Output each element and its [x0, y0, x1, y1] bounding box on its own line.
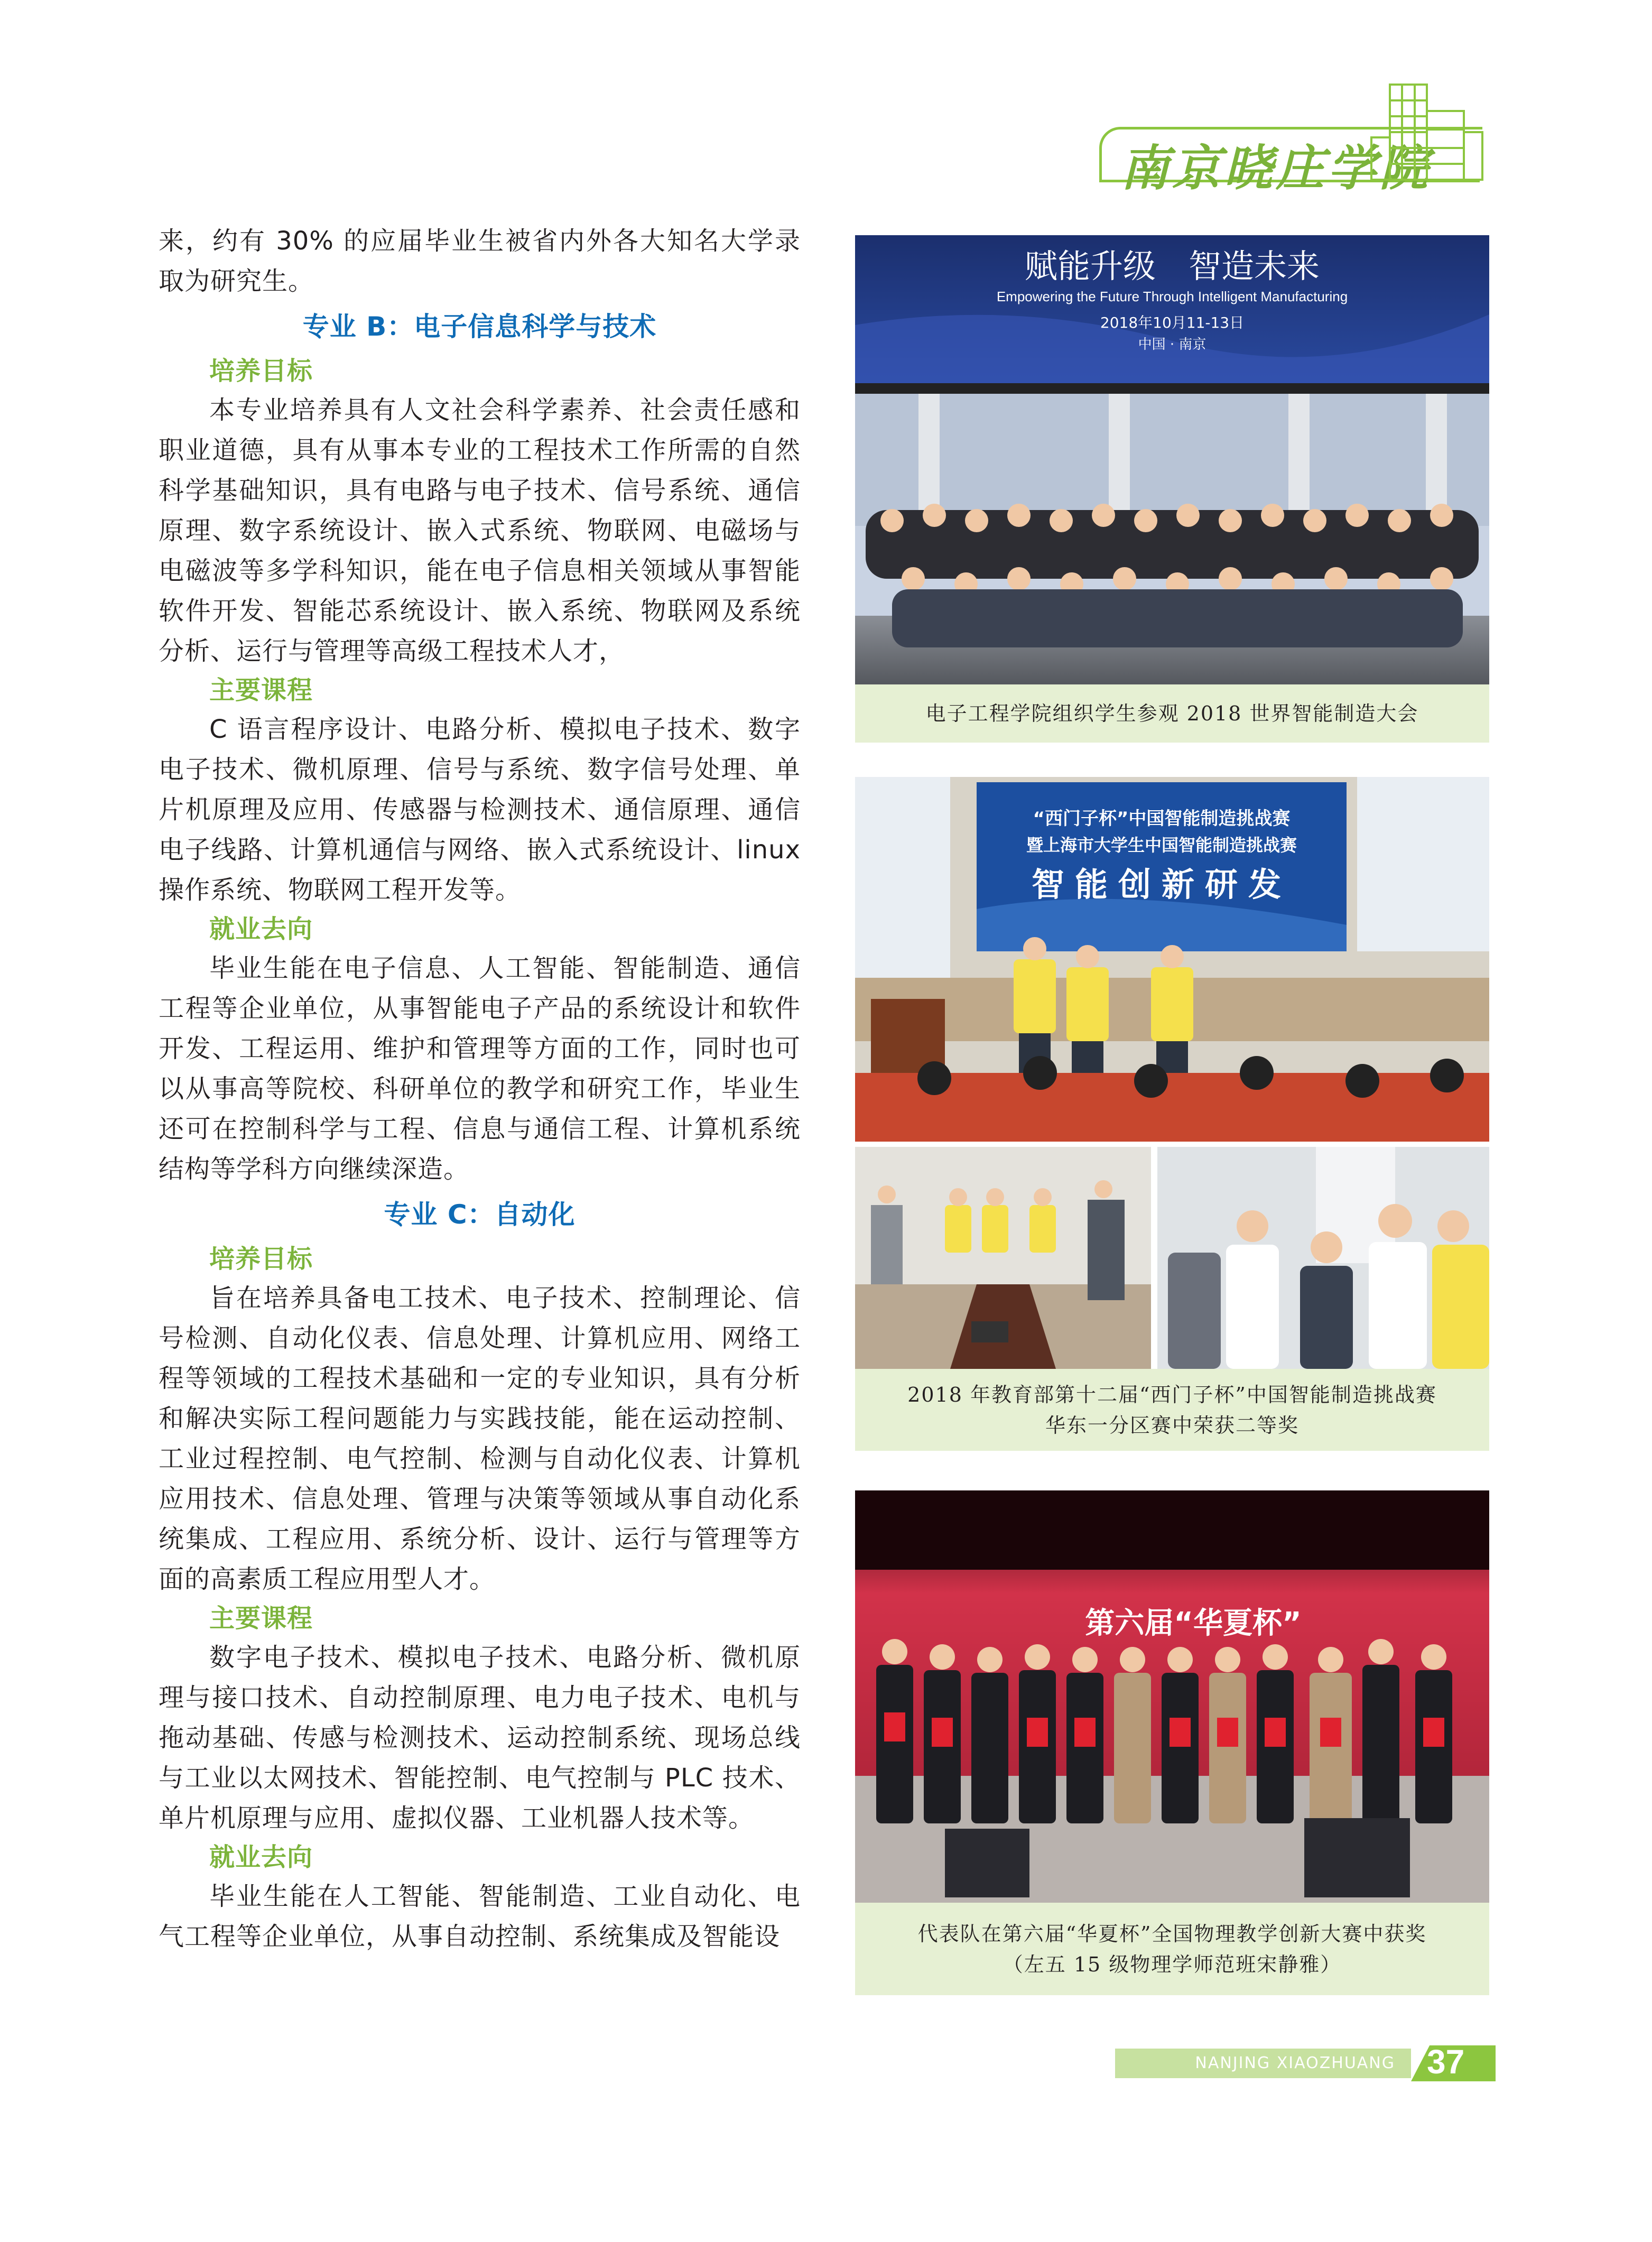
major-b-career-text: 毕业生能在电子信息、人工智能、智能制造、通信工程等企业单位，从事智能电子产品的系统设计和软件开发、工程运用、维护和管理等方面的工作，同时也可以从事高等院校、科研单位的教学和研究工作，毕业生还可在控制科学与工程、信息与通信工程、计算机系统结构等学科方向继续深造。	[159, 953, 801, 1184]
major-c-courses-heading: 主要课程	[209, 1604, 313, 1633]
huaxia-caption-box	[855, 1903, 1489, 1995]
building-icon	[1369, 79, 1485, 182]
expo-photo-caption-box	[855, 684, 1489, 743]
judges-photo	[1157, 1147, 1489, 1369]
major-b-heading: 专业 B：电子信息科学与技术	[302, 311, 657, 342]
siemens-presentation-photo	[855, 777, 1489, 1142]
article-left-column	[159, 221, 801, 1957]
major-b-goal-heading: 培养目标	[209, 356, 313, 386]
major-c-goal-heading: 培养目标	[209, 1244, 313, 1274]
major-c-career-text: 毕业生能在人工智能、智能制造、工业自动化、电气工程等企业单位，从事自动控制、系统集成及智能设	[159, 1882, 801, 1951]
expo-banner-date: 2018年10月11-13日	[1100, 314, 1245, 331]
major-b-courses-heading: 主要课程	[209, 675, 313, 705]
robot-demo-photo	[855, 1147, 1151, 1369]
footer-university-name: NANJING XIAOZHUANG UNIVERSITY	[1115, 2049, 1411, 2078]
header-logo	[1099, 79, 1485, 197]
major-c-career-heading: 就业去向	[209, 1842, 313, 1872]
siemens-screen-line1: “西门子杯”中国智能制造挑战赛	[1033, 808, 1291, 829]
page-footer	[1115, 2043, 1496, 2102]
huaxia-award-photo	[855, 1490, 1489, 1903]
page-number: 37	[1427, 2043, 1465, 2081]
siemens-caption-line1: 2018 年教育部第十二届“西门子杯”中国智能制造挑战赛	[907, 1383, 1437, 1406]
huaxia-caption-line2: （左五 15 级物理学师范班宋静雅）	[1003, 1952, 1342, 1976]
siemens-screen-line2: 暨上海市大学生中国智能制造挑战赛	[1026, 835, 1297, 855]
intro-paragraph: 来，约有 30% 的应届毕业生被省内外各大知名大学录取为研究生。	[159, 226, 801, 296]
major-c-courses-text: 数字电子技术、模拟电子技术、电路分析、微机原理与接口技术、自动控制原理、电力电子技术、电机与拖动基础、传感与检测技术、运动控制系统、现场总线与工业以太网技术、智能控制、电气控制与 PLC 技术、单片机原理与应用、虚拟仪器、工业机器人技术等。	[159, 1643, 801, 1833]
huaxia-caption-line1: 代表队在第六届“华夏杯”全国物理教学创新大赛中获奖	[917, 1922, 1427, 1945]
expo-photo-caption: 电子工程学院组织学生参观 2018 世界智能制造大会	[925, 702, 1419, 725]
major-b-career-heading: 就业去向	[209, 914, 313, 944]
siemens-caption-line2: 华东一分区赛中荣获二等奖	[1045, 1413, 1299, 1437]
siemens-screen-line3: 智能创新研发	[1031, 865, 1292, 904]
expo-banner-subtitle: Empowering the Future Through Intelligent Manufacturing	[996, 289, 1348, 304]
major-c-heading: 专业 C：自动化	[384, 1199, 576, 1230]
major-b-courses-text: C 语言程序设计、电路分析、模拟电子技术、数字电子技术、微机原理、信号与系统、数字信号处理、单片机原理及应用、传感器与检测技术、通信原理、通信电子线路、计算机通信与网络、嵌入式系统设计、linux 操作系统、物联网工程开发等。	[159, 715, 801, 905]
expo-group-photo	[855, 235, 1489, 684]
expo-banner-place: 中国 · 南京	[1138, 337, 1206, 353]
major-b-goal-text: 本专业培养具有人文社会科学素养、社会责任感和职业道德，具有从事本专业的工程技术工作所需的自然科学基础知识，具有电路与电子技术、信号系统、通信原理、数字系统设计、嵌入式系统、物联网、电磁场与电磁波等多学科知识，能在电子信息相关领域从事智能软件开发、智能芯系统设计、嵌入系统、物联网及系统分析、运行与管理等高级工程技术人才，	[159, 395, 801, 666]
expo-banner-title: 赋能升级 智造未来	[1024, 247, 1320, 285]
siemens-caption-box	[855, 1369, 1489, 1451]
major-c-goal-text: 旨在培养具备电工技术、电子技术、控制理论、信号检测、自动化仪表、信息处理、计算机应用、网络工程等领域的工程技术基础和一定的专业知识，具有分析和解决实际工程问题能力与实践技能，能在运动控制、工业过程控制、电气控制、检测与自动化仪表、计算机应用技术、信息处理、管理与决策等领域从事自动化系统集成、工程应用、系统分析、设计、运行与管理等方面的高素质工程应用型人才。	[159, 1283, 801, 1594]
logo-text: 南京晓庄学院	[1120, 140, 1432, 197]
huaxia-banner-line1: 第六届“华夏杯”	[1085, 1606, 1302, 1641]
